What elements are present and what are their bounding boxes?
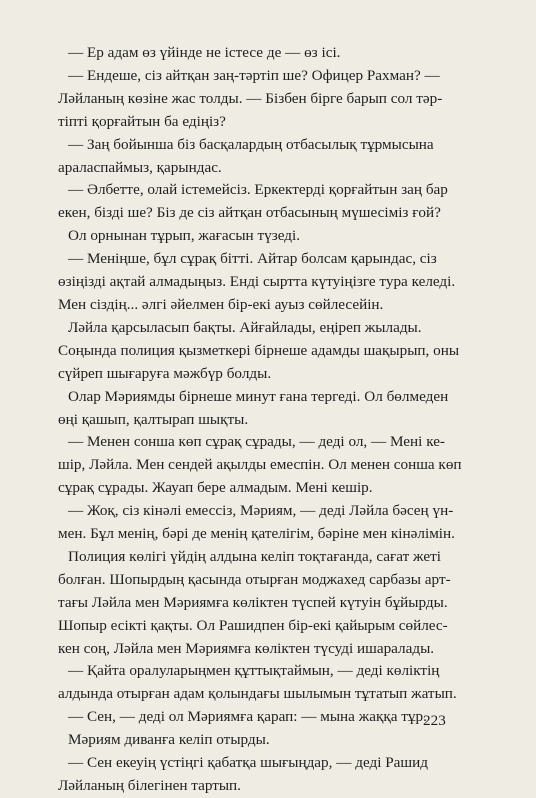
text-line: алдында отырған адам қолындағы шылымын тұтатып жатып. [58,685,457,703]
text-line: Шопыр есікті қақты. Ол Рашидпен бір-екі қайырым сөйлес- [58,616,448,634]
text-line: — Заң бойынша біз басқалардың отбасылық тұрмысына [68,135,434,153]
text-line: Олар Мәриямды бірнеше минут ғана тергеді. Ол бөлмеден [68,387,449,405]
text-line: Соңында полиция қызметкері бірнеше адамды шақырып, оны [58,341,460,359]
text-line: мен. Бұл менің, бәрі де менің қателігім, бәріне мен кінәлімін. [58,525,455,543]
text-line: Ол орнынан тұрып, жағасын түзеді. [68,227,300,245]
text-line: Полиция көлігі үйдің алдына келіп тоқтағанда, сағат жеті [68,547,441,565]
text-line: екен, бізді ше? Біз де сіз айтқан отбасының мүшесіміз ғой? [58,204,441,222]
text-line: сұрақ сұрады. Жауап бере алмадым. Мені кешір. [58,479,373,497]
text-line: Мәриям диванға келіп отырды. [68,731,270,749]
text-line: Мен сіздің... әлгі әйелмен бір-екі ауыз сөйлесейін. [58,295,384,313]
text-line: өңі қашып, қалтырап шықты. [58,410,249,428]
page-text [58,42,478,798]
text-line: — Меніңше, бұл сұрақ бітті. Айтар болсам қарындас, сіз [68,250,437,268]
text-line: кен соң, Ләйла мен Мәриямға көліктен түсуді ишаралады. [58,639,435,657]
text-line: тіпті қорғайтын ба едіңіз? [58,112,226,130]
text-line: Ләйланың көзіне жас толды. — Бізбен бірге барып сол тәр- [58,89,443,107]
text-line: тағы Ләйла мен Мәриямға көліктен түспей күтуін бұйырды. [58,593,448,611]
text-line: — Ендеше, сіз айтқан заң-тәртіп ше? Офицер Рахман? — [68,66,440,84]
text-line: шір, Ләйла. Мен сендей ақылды емеспін. Ол менен сонша көп [58,456,462,474]
text-line: араласпаймыз, қарындас. [58,158,222,176]
text-line: Ләйланың білегінен тартып. [58,777,241,794]
text-line: — Қайта оралуларыңмен құттықтаймын, — деді көліктің [68,662,440,680]
text-line: сүйреп шығаруға мәжбүр болды. [58,364,272,382]
text-line: болған. Шопырдың қасында отырған моджахед сарбазы арт- [58,570,451,588]
text-line: — Сен екеуің үстіңгі қабатқа шығыңдар, — деді Рашид [68,754,428,772]
page-number: 223 [423,712,446,729]
text-line: Ләйла қарсыласып бақты. Айғайлады, еңіреп жылады. [68,318,422,336]
text-line: — Менен сонша көп сұрақ сұрады, — деді ол, — Мені ке- [68,433,445,451]
text-line: — Ер адам өз үйінде не істесе де — өз ісі. [68,44,341,61]
text-line: — Сен, — деді ол Мәриямға қарап: — мына жаққа тұр. [68,708,427,726]
text-line: — Әлбетте, олай істемейсіз. Еркектерді қорғайтын заң бар [68,181,448,199]
text-line: өзіңізді ақтай алмадыңыз. Енді сыртта күтуіңізге тура келеді. [58,273,456,291]
text-line: — Жоқ, сіз кінәлі емессіз, Мәриям, — деді Ләйла бәсең үн- [68,502,454,520]
